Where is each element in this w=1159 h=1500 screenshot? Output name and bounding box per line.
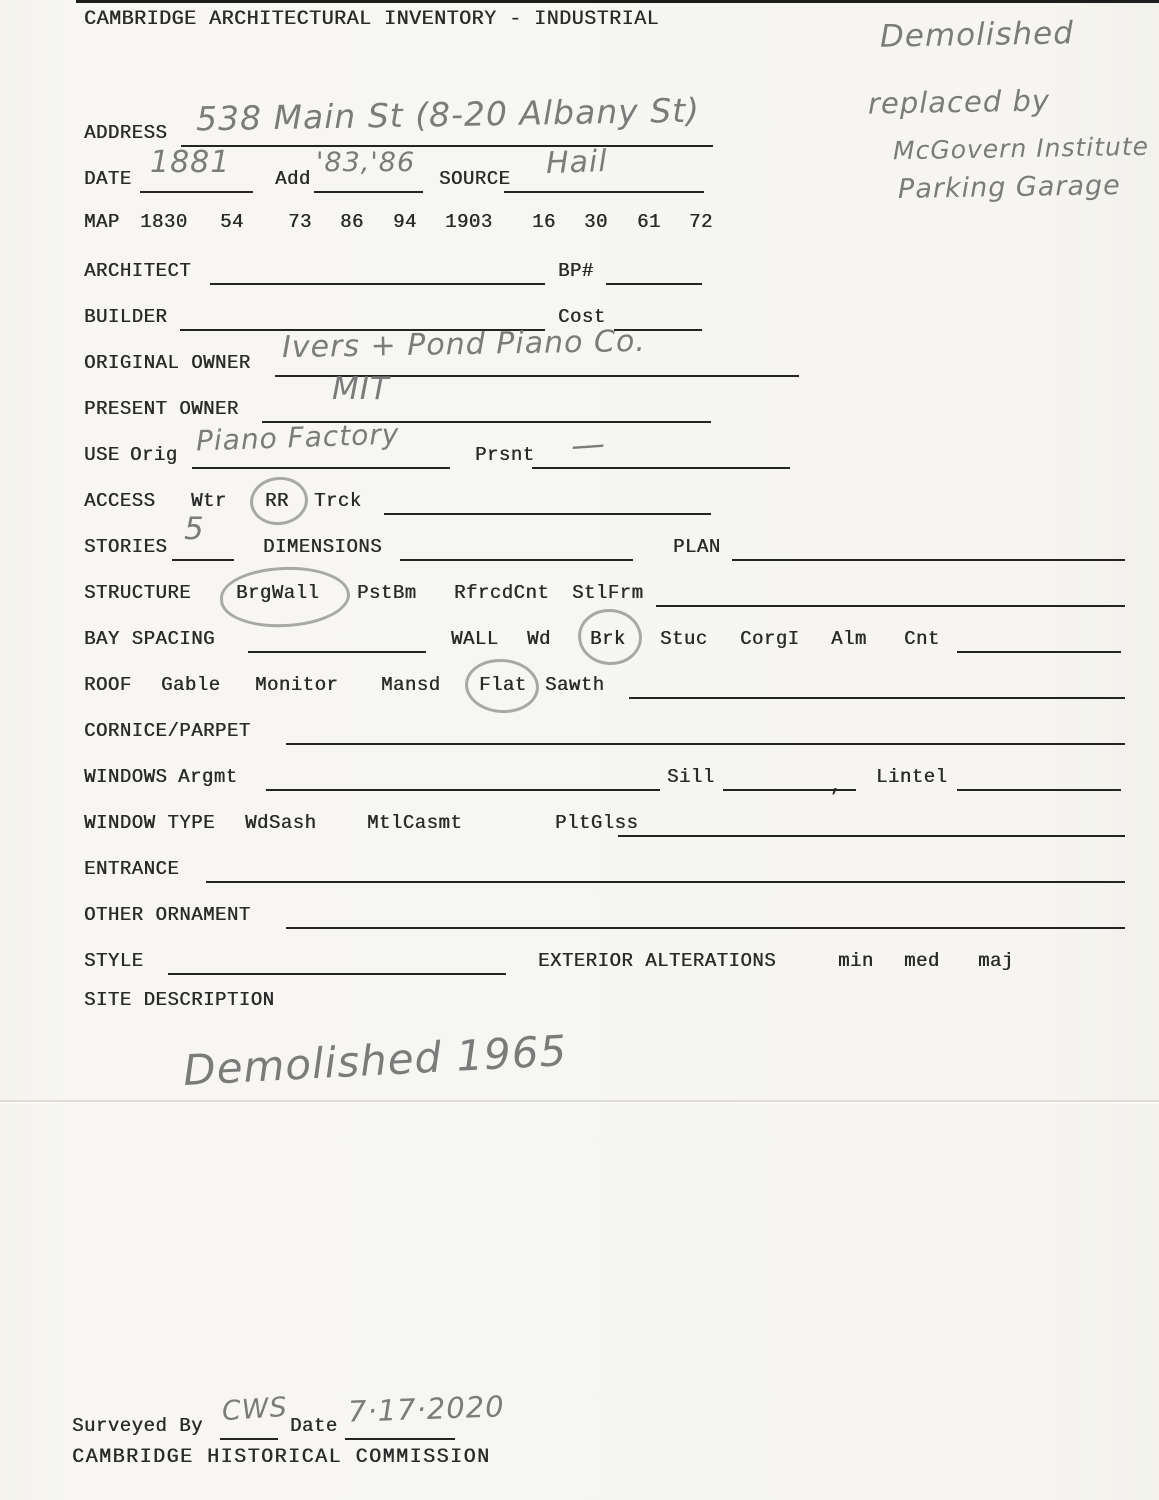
plan-underline: [732, 559, 1125, 561]
field-row-site-description: [84, 990, 1159, 1014]
wall-option-wd: Wd: [527, 628, 551, 650]
source-label: SOURCE: [439, 168, 511, 190]
pencil-circle-brgwall: [219, 564, 352, 631]
wall-option-alm: Alm: [831, 628, 867, 650]
dimensions-label: DIMENSIONS: [263, 536, 383, 558]
surveyed-by-label: Surveyed By: [72, 1415, 203, 1437]
bay-spacing-label: BAY SPACING: [84, 628, 215, 650]
wall-option-brk: Brk: [590, 628, 626, 650]
form-title: CAMBRIDGE ARCHITECTURAL INVENTORY - INDUSTRIAL: [84, 8, 660, 31]
lintel-label: Lintel: [876, 766, 948, 788]
field-row-original-owner: [84, 323, 1159, 377]
architect-underline: [210, 283, 545, 285]
ext-alt-option-min: min: [838, 950, 874, 972]
surveyed-by-value-handwritten: CWS: [220, 1391, 289, 1428]
address-label: ADDRESS: [84, 122, 168, 144]
use-prsnt-value-handwritten: —: [569, 423, 608, 467]
other-ornament-underline: [286, 927, 1125, 929]
window-type-underline: [618, 835, 1125, 837]
field-row-use: [84, 417, 1159, 469]
field-row-window-type: [84, 809, 1159, 837]
scan-edge-artifact: [76, 0, 1159, 3]
map-value: 61: [637, 211, 661, 233]
ext-alt-option-maj: maj: [978, 950, 1014, 972]
map-value: 1903: [445, 211, 493, 233]
field-row-architect: [84, 257, 1159, 285]
use-label: USE: [84, 444, 120, 466]
window-type-label: WINDOW TYPE: [84, 812, 215, 834]
structure-option-stlfrm: StlFrm: [572, 582, 644, 604]
ext-alt-option-med: med: [904, 950, 940, 972]
structure-label: STRUCTURE: [84, 582, 192, 604]
field-row-access: [84, 487, 1159, 515]
roof-underline: [629, 697, 1125, 699]
date-add-underline: [314, 191, 423, 193]
survey-date-value-handwritten: 7·17·2020: [347, 1389, 506, 1429]
roof-option-mansd: Mansd: [381, 674, 441, 696]
address-value-handwritten: 538 Main St (8-20 Albany St): [195, 90, 701, 139]
cost-label: Cost: [558, 306, 606, 328]
commission-name: CAMBRIDGE HISTORICAL COMMISSION: [72, 1446, 491, 1469]
access-label: ACCESS: [84, 490, 156, 512]
map-value: 86: [340, 211, 364, 233]
field-row-map: [84, 212, 1159, 236]
pencil-note-line: replaced by: [867, 83, 1051, 121]
stories-underline: [172, 559, 234, 561]
paper-crease: [0, 1100, 1159, 1102]
original-owner-label: ORIGINAL OWNER: [84, 352, 251, 374]
date-label: DATE: [84, 168, 132, 190]
entrance-label: ENTRANCE: [84, 858, 180, 880]
date-add-label: Add: [275, 168, 311, 190]
field-row-bay-spacing: [84, 625, 1159, 653]
field-row-entrance: [84, 855, 1159, 883]
field-row-windows: [84, 763, 1159, 797]
site-note-handwritten: Demolished 1965: [181, 1025, 569, 1096]
access-option-wtr: Wtr: [191, 490, 227, 512]
pencil-circle-brk: [576, 606, 645, 667]
builder-label: BUILDER: [84, 306, 168, 328]
field-row-other-ornament: [84, 901, 1159, 929]
map-value: 72: [689, 211, 713, 233]
roof-option-gable: Gable: [161, 674, 221, 696]
bp-number-label: BP#: [558, 260, 594, 282]
structure-option-brgwall: BrgWall: [236, 582, 320, 604]
pencil-note-line: Parking Garage: [897, 170, 1122, 205]
access-option-trck: Trck: [314, 490, 362, 512]
window-type-option-mtlcasmt: MtlCasmt: [367, 812, 463, 834]
use-orig-underline: [192, 467, 450, 469]
source-value-handwritten: Hail: [545, 143, 609, 182]
wall-underline: [957, 651, 1121, 653]
windows-label: WINDOWS: [84, 766, 168, 788]
survey-date-label: Date: [290, 1415, 338, 1437]
field-row-stories: [84, 511, 1159, 561]
structure-option-rfrcdcnt: RfrcdCnt: [454, 582, 550, 604]
map-value: 16: [532, 211, 556, 233]
field-row-style: [84, 947, 1159, 975]
use-prsnt-label: Prsnt: [475, 444, 535, 466]
windows-argmt-underline: [266, 789, 660, 791]
window-type-option-wdsash: WdSash: [245, 812, 317, 834]
wall-option-cnt: Cnt: [904, 628, 940, 650]
field-row-present-owner: [84, 371, 1159, 423]
windows-argmt-label: Argmt: [178, 766, 238, 788]
windows-comma: ,: [830, 775, 842, 797]
stories-value-handwritten: 5: [184, 511, 205, 547]
sill-label: Sill: [667, 766, 715, 788]
map-value: 1830: [140, 211, 188, 233]
map-value: 30: [584, 211, 608, 233]
cornice-label: CORNICE/PARPET: [84, 720, 251, 742]
address-underline: [181, 145, 713, 147]
site-description-label: SITE DESCRIPTION: [84, 989, 275, 1011]
architect-label: ARCHITECT: [84, 260, 192, 282]
pencil-circle-flat: [463, 656, 541, 715]
field-row-cornice: [84, 717, 1159, 745]
dimensions-underline: [400, 559, 633, 561]
date-underline: [140, 191, 253, 193]
present-owner-value-handwritten: MIT: [332, 371, 390, 407]
date-value-handwritten: 1881: [150, 145, 231, 180]
use-orig-label: Orig: [130, 444, 178, 466]
map-value: 94: [393, 211, 417, 233]
roof-label: ROOF: [84, 674, 132, 696]
wall-label: WALL: [451, 628, 499, 650]
exterior-alterations-label: EXTERIOR ALTERATIONS: [538, 950, 777, 972]
use-prsnt-underline: [532, 467, 790, 469]
surveyed-by-underline: [220, 1438, 278, 1440]
survey-date-underline: [345, 1438, 455, 1440]
original-owner-value-handwritten: Ivers + Pond Piano Co.: [281, 323, 647, 366]
pencil-note-line: Demolished: [879, 15, 1075, 55]
roof-option-monitor: Monitor: [255, 674, 339, 696]
field-row-roof: [84, 671, 1159, 699]
date-add-value-handwritten: '83,'86: [316, 147, 416, 178]
plan-label: PLAN: [673, 536, 721, 558]
roof-option-flat: Flat: [479, 674, 527, 696]
stories-label: STORIES: [84, 536, 168, 558]
other-ornament-label: OTHER ORNAMENT: [84, 904, 251, 926]
bp-number-underline: [606, 283, 702, 285]
field-row-surveyed: [72, 1389, 1159, 1440]
pencil-circle-rr: [248, 474, 311, 528]
bay-spacing-underline: [248, 651, 426, 653]
structure-option-pstbm: PstBm: [357, 582, 417, 604]
cornice-underline: [286, 743, 1125, 745]
map-label: MAP: [84, 211, 120, 233]
wall-option-stuc: Stuc: [660, 628, 708, 650]
present-owner-label: PRESENT OWNER: [84, 398, 239, 420]
style-label: STYLE: [84, 950, 144, 972]
field-row-structure: [84, 579, 1159, 607]
window-type-option-pltglss: PltGlss: [555, 812, 639, 834]
pencil-note-line: McGovern Institute: [892, 131, 1150, 166]
access-option-rr: RR: [265, 490, 289, 512]
style-underline: [168, 973, 506, 975]
lintel-underline: [957, 789, 1121, 791]
access-underline: [384, 513, 711, 515]
map-value: 54: [220, 211, 244, 233]
roof-option-sawth: Sawth: [545, 674, 605, 696]
map-value: 73: [288, 211, 312, 233]
structure-underline: [656, 605, 1125, 607]
wall-option-corgi: CorgI: [740, 628, 800, 650]
source-underline: [504, 191, 704, 193]
use-orig-value-handwritten: Piano Factory: [195, 417, 400, 458]
entrance-underline: [206, 881, 1125, 883]
